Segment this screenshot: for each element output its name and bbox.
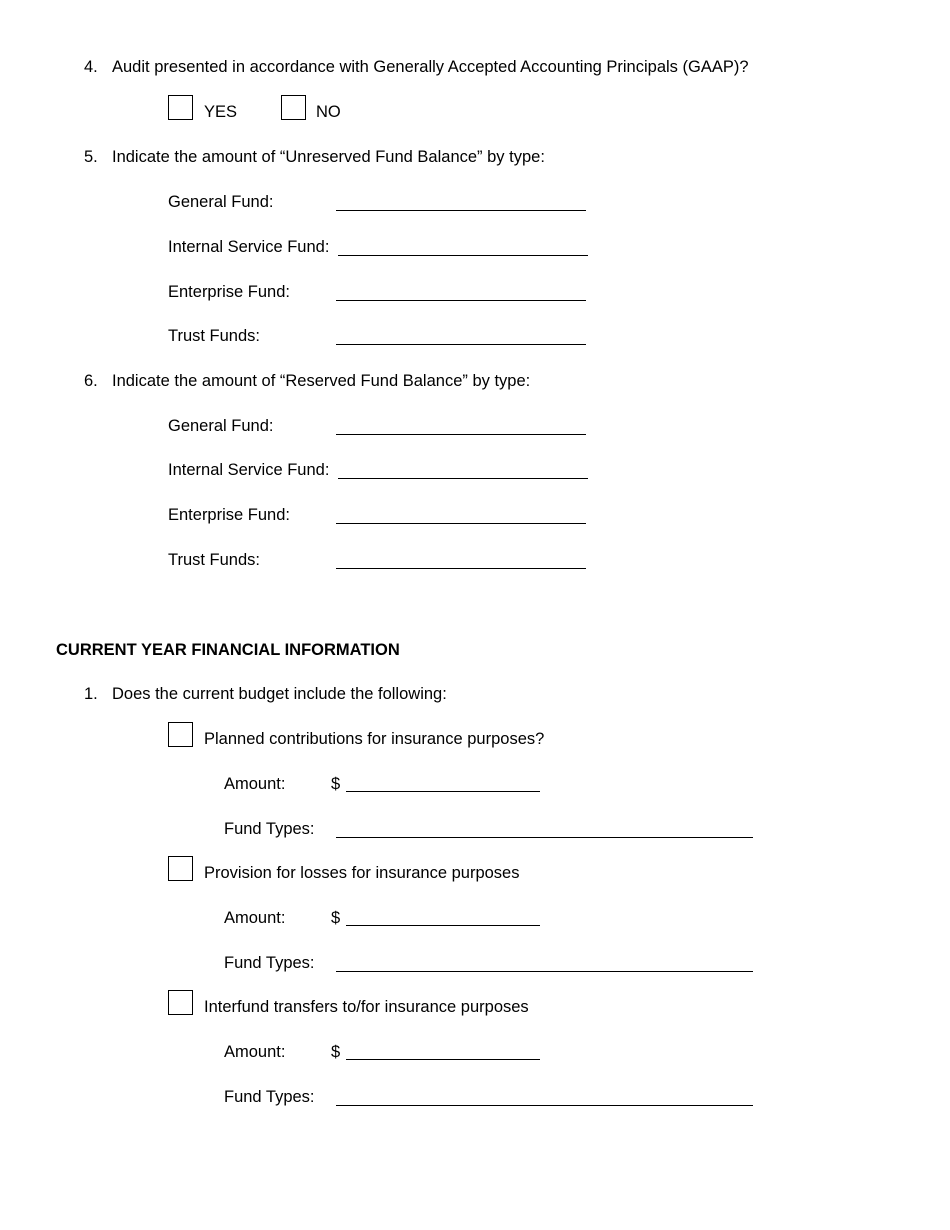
question-4-number: 4. (84, 58, 98, 76)
reserved-trust-funds-field[interactable] (336, 568, 586, 569)
unreserved-general-fund-label: General Fund: (168, 193, 274, 211)
no-checkbox[interactable] (281, 95, 306, 120)
question-6-number: 6. (84, 372, 98, 390)
provision-for-losses-checkbox[interactable] (168, 856, 193, 881)
question-5-number: 5. (84, 148, 98, 166)
dollar-sign: $ (331, 909, 341, 927)
reserved-enterprise-fund-field[interactable] (336, 523, 586, 524)
reserved-internal-service-fund-field[interactable] (338, 478, 588, 479)
provision-for-losses-fund-types-label: Fund Types: (224, 954, 315, 972)
reserved-general-fund-label: General Fund: (168, 417, 274, 435)
interfund-transfers-amount-field[interactable] (346, 1059, 540, 1060)
unreserved-enterprise-fund-field[interactable] (336, 300, 586, 301)
planned-contributions-amount-field[interactable] (346, 791, 540, 792)
unreserved-enterprise-fund-label: Enterprise Fund: (168, 283, 290, 301)
planned-contributions-fund-types-label: Fund Types: (224, 820, 315, 838)
planned-contributions-label: Planned contributions for insurance purposes? (204, 730, 545, 748)
reserved-internal-service-fund-label: Internal Service Fund: (168, 461, 330, 479)
interfund-transfers-amount-label: Amount: (224, 1043, 286, 1061)
unreserved-general-fund-field[interactable] (336, 210, 586, 211)
reserved-general-fund-field[interactable] (336, 434, 586, 435)
unreserved-internal-service-fund-label: Internal Service Fund: (168, 238, 330, 256)
interfund-transfers-fund-types-field[interactable] (336, 1105, 753, 1106)
dollar-sign: $ (331, 1043, 341, 1061)
current-question-1-text: Does the current budget include the following: (112, 685, 447, 703)
reserved-enterprise-fund-label: Enterprise Fund: (168, 506, 290, 524)
interfund-transfers-checkbox[interactable] (168, 990, 193, 1015)
planned-contributions-amount-label: Amount: (224, 775, 286, 793)
provision-for-losses-amount-field[interactable] (346, 925, 540, 926)
question-6-text: Indicate the amount of “Reserved Fund Balance” by type: (112, 372, 531, 390)
yes-label: YES (204, 103, 238, 121)
question-5-text: Indicate the amount of “Unreserved Fund Balance” by type: (112, 148, 545, 166)
unreserved-trust-funds-label: Trust Funds: (168, 327, 260, 345)
section-heading: CURRENT YEAR FINANCIAL INFORMATION (56, 641, 400, 659)
interfund-transfers-fund-types-label: Fund Types: (224, 1088, 315, 1106)
unreserved-trust-funds-field[interactable] (336, 344, 586, 345)
planned-contributions-checkbox[interactable] (168, 722, 193, 747)
question-4-text: Audit presented in accordance with Generally Accepted Accounting Principals (GAAP)? (112, 58, 749, 76)
current-question-1-number: 1. (84, 685, 98, 703)
provision-for-losses-amount-label: Amount: (224, 909, 286, 927)
dollar-sign: $ (331, 775, 341, 793)
no-label: NO (316, 103, 341, 121)
interfund-transfers-label: Interfund transfers to/for insurance purposes (204, 998, 529, 1016)
unreserved-internal-service-fund-field[interactable] (338, 255, 588, 256)
planned-contributions-fund-types-field[interactable] (336, 837, 753, 838)
provision-for-losses-fund-types-field[interactable] (336, 971, 753, 972)
yes-checkbox[interactable] (168, 95, 193, 120)
provision-for-losses-label: Provision for losses for insurance purposes (204, 864, 520, 882)
reserved-trust-funds-label: Trust Funds: (168, 551, 260, 569)
